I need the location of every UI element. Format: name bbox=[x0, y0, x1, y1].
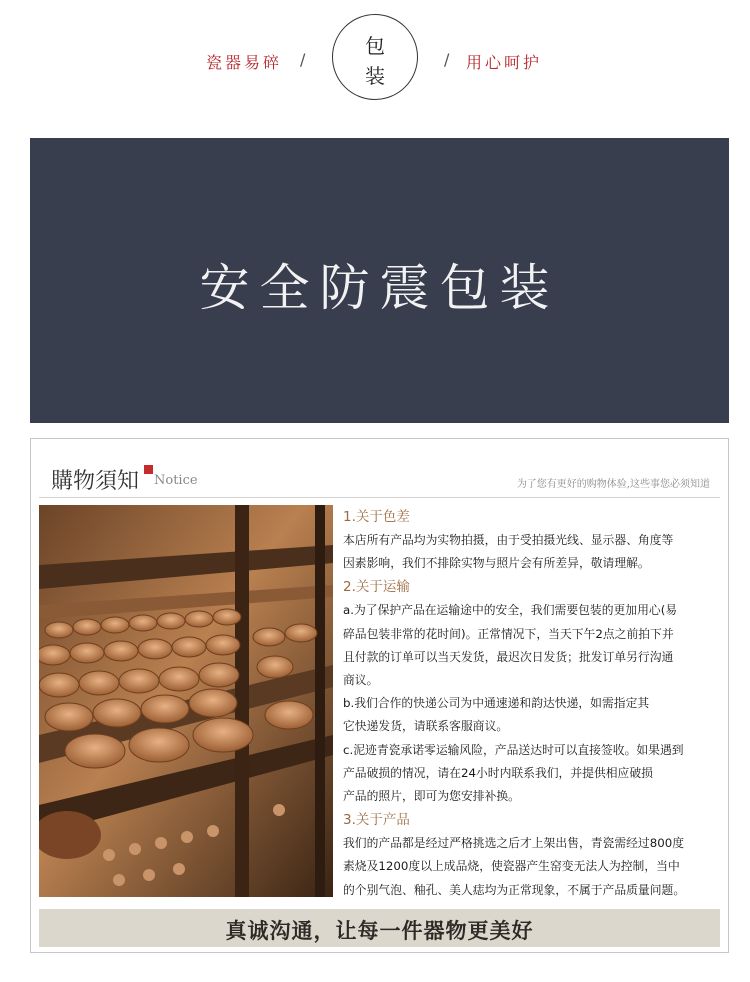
packaging-circle-badge bbox=[332, 14, 418, 100]
care-tagline: 用心呵护 bbox=[466, 53, 543, 72]
section-line: 产品的照片，即可为您安排补换。 bbox=[343, 789, 520, 804]
fragile-tagline: 瓷器易碎 bbox=[206, 53, 283, 72]
section-line: 商议。 bbox=[343, 673, 379, 688]
section-line: 因素影响，我们不排除实物与照片会有所差异，敬请理解。 bbox=[343, 556, 650, 571]
section-line: 的个别气泡、釉孔、美人痣均为正常现象，不属于产品质量问题。 bbox=[343, 882, 686, 897]
notice-divider bbox=[39, 497, 720, 498]
notice-title: 購物須知 bbox=[51, 469, 140, 494]
section-line: a.为了保护产品在运输途中的安全，我们需要包装的更加用心(易 bbox=[343, 603, 678, 618]
badge-char-bottom: 装 bbox=[365, 64, 385, 88]
section-heading: 3.关于产品 bbox=[343, 812, 410, 829]
section-heading: 2.关于运输 bbox=[343, 579, 410, 596]
section-line: 且付款的订单可以当天发货，最迟次日发货；批发订单另行沟通 bbox=[343, 649, 674, 664]
banner-title: 安全防震包装 bbox=[199, 259, 560, 317]
page-header bbox=[0, 0, 750, 120]
packaging-banner bbox=[30, 138, 729, 423]
section-line: 碎品包装非常的花时间)。正常情况下，当天下午2点之前拍下并 bbox=[343, 626, 674, 641]
seal-mark-icon bbox=[144, 465, 153, 474]
notice-subtitle: 为了您有更好的购物体验,这些事您必须知道 bbox=[516, 479, 710, 490]
footer-slogan: 真诚沟通，让每一件器物更美好 bbox=[225, 919, 534, 943]
badge-char-top: 包 bbox=[365, 34, 385, 58]
ceramic-bowls-image bbox=[39, 505, 333, 897]
purchase-notice-card bbox=[30, 438, 729, 953]
notice-title-en: Notice bbox=[154, 473, 198, 488]
section-line: 本店所有产品均为实物拍摄，由于受拍摄光线、显示器、角度等 bbox=[343, 533, 674, 547]
section-line: 产品破损的情况，请在24小时内联系我们，并提供相应破损 bbox=[343, 765, 653, 780]
section-line: 我们的产品都是经过严格挑选之后才上架出售，青瓷需经过800度 bbox=[343, 836, 685, 851]
section-line: 它快递发货，请联系客服商议。 bbox=[343, 719, 509, 734]
divider-slash: / bbox=[300, 50, 306, 69]
section-line: 素烧及1200度以上成品烧，使瓷器产生窑变无法人为控制，当中 bbox=[343, 859, 680, 874]
section-line: c.泥迹青瓷承诺零运输风险，产品送达时可以直接签收。如果遇到 bbox=[343, 742, 684, 757]
notice-text bbox=[343, 505, 723, 902]
kiln-shelves-photo bbox=[39, 505, 333, 897]
section-line: b.我们合作的快递公司为中通速递和韵达快递，如需指定其 bbox=[343, 696, 650, 711]
divider-slash: / bbox=[444, 50, 450, 69]
section-heading: 1.关于色差 bbox=[343, 509, 410, 525]
footer-slogan-bar bbox=[39, 909, 720, 947]
